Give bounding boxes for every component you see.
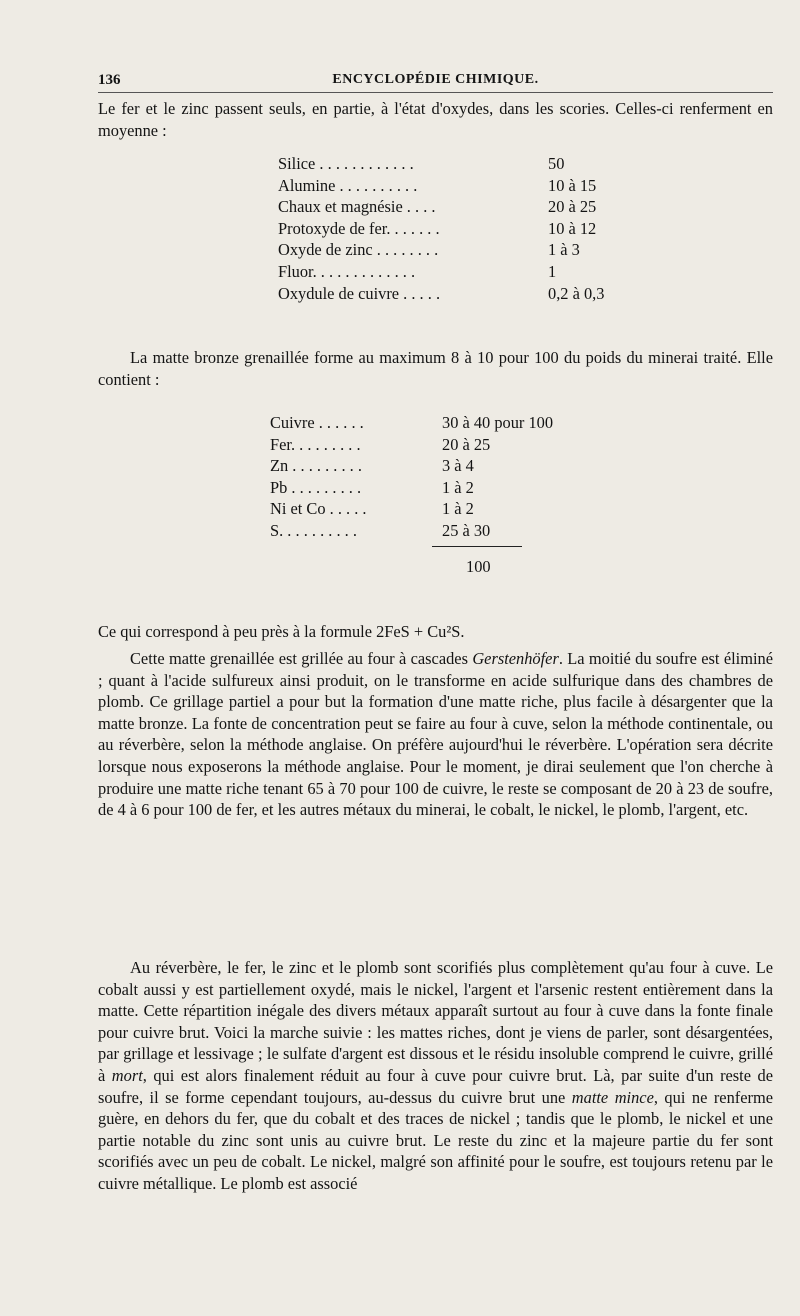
reverb-emphasis-1: mort xyxy=(111,1065,143,1085)
reverb-emphasis-2: matte mince xyxy=(571,1087,654,1107)
roasting-paragraph xyxy=(98,648,773,821)
roasting-text-start: Cette matte grenaillée est grillée au four à cascades xyxy=(130,649,473,668)
formula-line: Ce qui correspond à peu près à la formule 2FeS + Cu²S. xyxy=(98,622,465,641)
element-value: 25 à 30 xyxy=(442,520,491,540)
element-value: 20 à 25 xyxy=(442,434,491,454)
table-row xyxy=(270,455,610,477)
table-row xyxy=(278,283,605,305)
component-value: 10 à 15 xyxy=(548,175,597,195)
component-value: 20 à 25 xyxy=(548,197,597,217)
page-header xyxy=(98,72,773,92)
component-value: 1 à 3 xyxy=(548,240,580,260)
roasting-text-rest: . La moitié du soufre est éliminé ; quant à l'acide sulfureux ainsi produit, on le transforme en acide sulfurique dans des chambres de plomb. Ce grillage partiel a pour but la formation d'une matte riche, plus facile à désargenter que la matte bronze. La fonte de concentration peut se faire au four à cuve, selon la méthode continentale, ou au réverbère, selon la méthode anglaise. On préfère aujourd'hui le réverbère. L'opération sera décrite lorsque nous exposerons la méthode anglaise. Pour le moment, je dirai seulement que l'on cherche à produire une matte riche tenant 65 à 70 pour 100 de cuivre, le reste se composant de 20 à 23 de soufre, de 4 à 6 pour 100 de fer, et les autres métaux du minerai, le cobalt, le nickel, le plomb, l'argent, etc. xyxy=(98,649,773,820)
component-value: 50 xyxy=(548,154,565,173)
element-label: Zn . . . . . . . . . xyxy=(270,456,362,476)
running-title: ENCYCLOPÉDIE CHIMIQUE. xyxy=(332,72,539,87)
reverberatory-paragraph xyxy=(98,957,773,1195)
element-value: 1 à 2 xyxy=(442,477,474,497)
component-label: Fluor. . . . . . . . . . . . . xyxy=(278,261,416,281)
element-label: Ni et Co . . . . . xyxy=(270,499,367,519)
component-label: Protoxyde de fer. . . . . . . xyxy=(278,218,440,238)
table-row xyxy=(270,520,610,542)
table-row xyxy=(278,196,598,218)
component-label: Chaux et magnésie . . . . xyxy=(278,197,436,217)
table-row xyxy=(270,498,610,520)
component-value: 10 à 12 xyxy=(548,218,597,238)
element-value: 3 à 4 xyxy=(442,456,474,476)
furnace-name: Gerstenhöfer xyxy=(472,649,559,668)
table-total-row xyxy=(270,556,610,578)
element-label: Cuivre . . . . . . xyxy=(270,413,364,432)
table-row xyxy=(278,218,598,240)
table-row xyxy=(278,261,598,283)
element-label: Pb . . . . . . . . . xyxy=(270,477,362,497)
reverb-text-1: Au réverbère, le fer, le zinc et le plomb sont scorifiés plus complètement qu'au four à cuve. Le cobalt aussi y est partiellement oxydé, mais le nickel, l'argent et l'arsenic restent entièrement dans la matte. Cette répartition inégale des divers métaux apparaît surtout au four à cuve dans la fonte finale pour cuivre brut. Voici la marche suivie : les mattes riches, dont je viens de parler, sont désargentées, par grillage et lessivage ; le sulfate d'argent est dissous et le résidu insoluble comprend le cuivre, grillé à xyxy=(98,958,773,1085)
table-row xyxy=(270,477,610,499)
component-label: Oxydule de cuivre . . . . . xyxy=(278,283,441,303)
element-label: S. . . . . . . . . . xyxy=(270,520,357,540)
component-value: 1 xyxy=(548,261,557,281)
component-value: 0,2 à 0,3 xyxy=(548,283,605,303)
table-row xyxy=(270,412,610,434)
component-label: Alumine . . . . . . . . . . xyxy=(278,175,418,195)
element-value: 30 à 40 pour 100 xyxy=(442,413,554,432)
total-rule xyxy=(432,546,522,547)
page-number: 136 xyxy=(98,72,121,88)
table-row xyxy=(278,153,598,175)
matte-composition-table xyxy=(270,412,610,577)
table-row xyxy=(278,175,598,197)
matte-paragraph: La matte bronze grenaillée forme au maximum 8 à 10 pour 100 du poids du minerai traité. Elle contient : xyxy=(98,348,773,389)
element-label: Fer. . . . . . . . . xyxy=(270,434,361,454)
intro-paragraph: Le fer et le zinc passent seuls, en partie, à l'état d'oxydes, dans les scories. Celles-ci renferment en moyenne : xyxy=(98,99,773,140)
reverb-text-2: , qui est alors finalement réduit au four à cuve pour cuivre brut. Là, par suite d'un reste de soufre, il se forme cependant toujours, au-dessus du cuivre brut une xyxy=(98,1065,773,1107)
table-row xyxy=(270,434,610,456)
header-rule xyxy=(98,92,773,93)
component-label: Oxyde de zinc . . . . . . . . xyxy=(278,240,439,260)
element-value: 1 à 2 xyxy=(442,499,474,519)
table-row xyxy=(278,239,598,261)
slag-composition-table xyxy=(278,153,605,304)
total-value: 100 xyxy=(466,556,491,576)
component-label: Silice . . . . . . . . . . . . xyxy=(278,154,414,173)
reverb-text-3: , qui ne renferme guère, en dehors du fer, que du cobalt et des traces de nickel ; tandis que le plomb, le nickel et une partie notable du zinc sont unis au cuivre brut. Le reste du zinc et la majeure partie du fer sont scorifiés avec un peu de cobalt. Le nickel, malgré son affinité pour le soufre, est toujours retenu par le cuivre métallique. Le plomb est associé xyxy=(98,1087,773,1193)
